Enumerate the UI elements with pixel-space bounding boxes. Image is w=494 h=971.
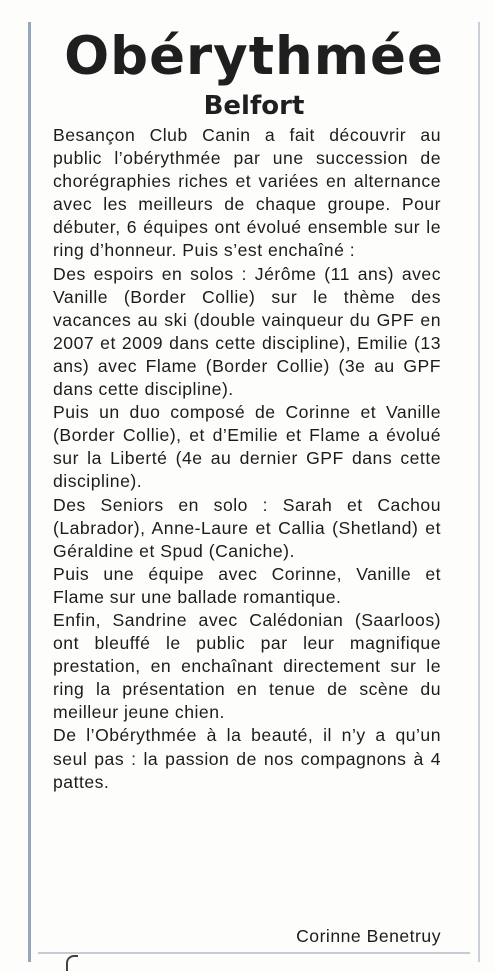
article-title: Obérythmée (64, 26, 444, 87)
paragraph-enfin: Enfin, Sandrine avec Calédonian (Saarloos) ont bleuffé le public par leur magnifique prestation, en enchaînant directement sur le ring la présentation en tenue de scène du meilleur jeune chien. (53, 609, 441, 723)
article-author: Corinne Benetruy (296, 926, 441, 946)
article-subtitle: Belfort (203, 91, 305, 121)
paragraph-espoirs: Des espoirs en solos : Jérôme (11 ans) avec Vanille (Border Collie) sur le thème des vacances au ski (double vainqueur du GPF en 2007 et 2009 dans cette discipline), Emilie (13 ans) avec Flame (Border Collie) (3e au GPF dans cette discipline). (53, 263, 441, 400)
scan-mark (66, 955, 78, 971)
paragraph-intro: Besançon Club Canin a fait découvrir au public l’obérythmée par une succession de chorégraphies riches et variées en alternance avec les meilleurs de chaque groupe. Pour débuter, 6 équipes ont évolué ensemble sur le ring d’honneur. Puis s’est enchaîné : (53, 125, 441, 261)
article-body (53, 124, 441, 794)
paragraph-conclusion: De l’Obérythmée à la beauté, il n’y a qu’un seul pas : la passion de nos compagnons à 4 pattes. (53, 725, 441, 792)
paragraph-seniors: Des Seniors en solo : Sarah et Cachou (Labrador), Anne-Laure et Callia (Shetland) et Géraldine et Spud (Caniche). (53, 494, 441, 561)
bottom-divider (38, 952, 470, 954)
paragraph-equipe: Puis une équipe avec Corinne, Vanille et Flame sur une ballade romantique. (53, 563, 441, 607)
paragraph-duo: Puis un duo composé de Corinne et Vanille (Border Collie), et d’Emilie et Flame a évolué sur la Liberté (4e au dernier GPF dans cette discipline). (53, 402, 441, 492)
